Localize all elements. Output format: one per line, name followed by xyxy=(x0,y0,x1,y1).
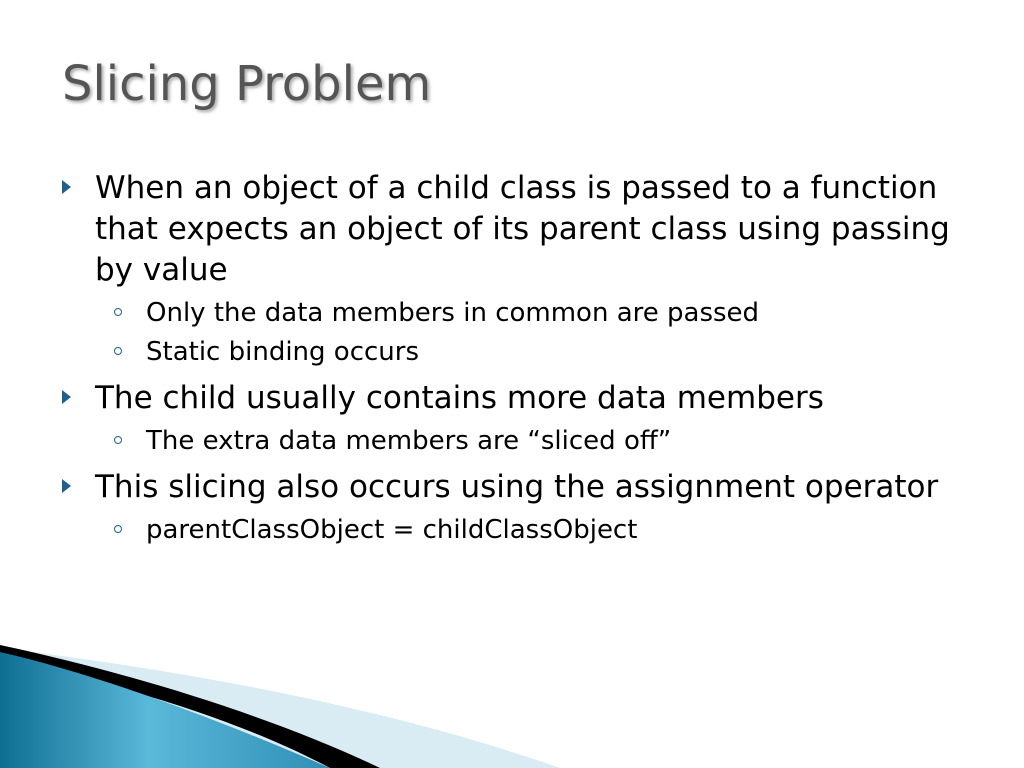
triangle-bullet-icon xyxy=(62,180,71,194)
sub-bullet-list xyxy=(62,511,962,550)
slide-title: Slicing Problem xyxy=(62,56,432,112)
triangle-bullet-icon xyxy=(62,390,71,404)
bullet-item xyxy=(62,467,962,508)
sub-bullet-list xyxy=(62,422,962,461)
bullet-text: When an object of a child class is passed to a function that expects an object of its parent class using passing by value xyxy=(95,170,950,288)
sub-bullet-text: Only the data members in common are passed xyxy=(146,298,760,328)
sub-bullet-list xyxy=(62,294,962,372)
circle-bullet-icon xyxy=(114,308,122,316)
bullet-list xyxy=(62,168,962,556)
sub-bullet-item xyxy=(62,422,962,461)
sub-bullet-text: Static binding occurs xyxy=(146,337,419,367)
bullet-item xyxy=(62,378,962,419)
sub-bullet-text: parentClassObject = childClassObject xyxy=(146,515,638,545)
bullet-text: This slicing also occurs using the assignment operator xyxy=(95,469,939,505)
sub-bullet-item xyxy=(62,333,962,372)
triangle-bullet-icon xyxy=(62,479,71,493)
circle-bullet-icon xyxy=(114,436,122,444)
bullet-item xyxy=(62,168,962,291)
bullet-text: The child usually contains more data members xyxy=(95,380,824,416)
circle-bullet-icon xyxy=(114,347,122,355)
sub-bullet-item xyxy=(62,294,962,333)
sub-bullet-item xyxy=(62,511,962,550)
circle-bullet-icon xyxy=(114,525,122,533)
sub-bullet-text: The extra data members are “sliced off” xyxy=(146,426,672,456)
